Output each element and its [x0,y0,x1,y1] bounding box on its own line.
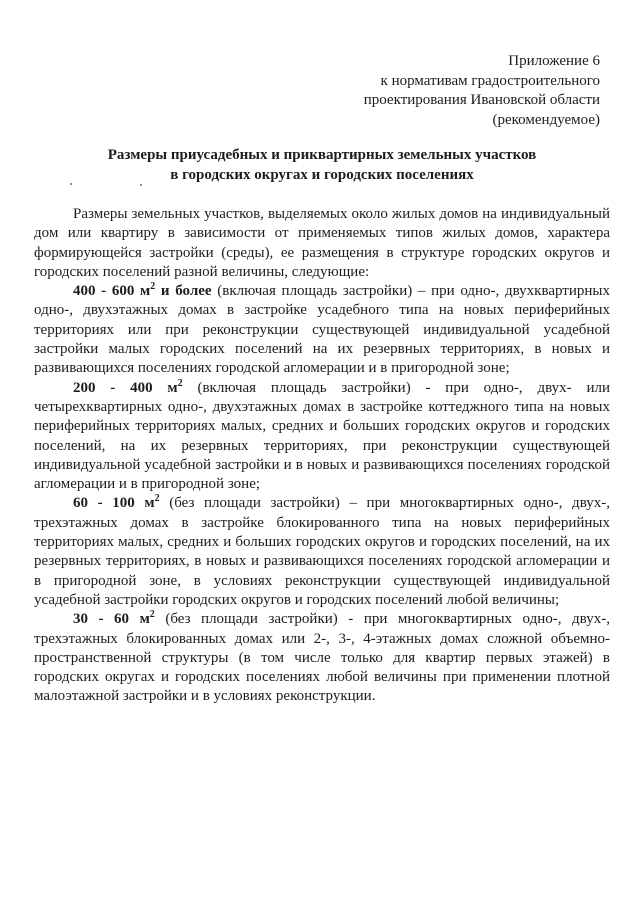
document-body [34,205,610,707]
paragraph-60-100 [34,494,610,610]
paragraph-30-60 [34,610,610,706]
square-meter-superscript: 2 [150,281,156,293]
paragraph-text: Размеры земельных участков, выделяемых около жилых домов на индивидуальный дом или квартиру в зависимости от применяемых типов жилых домов, характера формирующейся застройки (среды), ее размещения в структуре городских округов и городских поселений разной величины, следующие: [34,206,610,280]
appendix-status: (рекомендуемое) [492,111,600,128]
area-range-lead: 30 - 60 м [73,611,150,628]
area-range-lead: 60 - 100 м [73,495,155,512]
appendix-reference-line-2: проектирования Ивановской области [363,92,600,108]
scan-artifact-dot [70,183,72,185]
area-range-lead: 400 - 600 м [73,283,151,300]
square-meter-superscript: 2 [149,609,155,621]
paragraph-text: (без площади застройки) - при многоквартирных одно-, двух-, трехэтажных блокированных домах или 2-, 3-, 4-этажных домах сложной объемно-пространственной структуры (в том числе только для квартир первых этажей) в городских округах и городских поселениях любой величины при применении плотной малоэтажной застройки и в условиях реконструкции. [34,611,610,705]
scan-artifact-dot [140,184,142,186]
square-meter-superscript: 2 [177,377,183,389]
appendix-header [34,52,610,130]
appendix-reference-line-1: к нормативам градостроительного [380,72,600,89]
area-range-lead: 200 - 400 м [73,379,178,396]
paragraph-200-400 [34,379,610,495]
square-meter-superscript: 2 [154,493,160,505]
intro-paragraph [34,205,610,282]
paragraph-400-600 [34,282,610,378]
document-title [34,146,610,185]
paragraph-text: (включая площадь застройки) - при одно-, двух- или четырехквартирных одно-, двухэтажных домах в застройке коттеджного типа на новых периферийных территориях малых, средних и больших городских округов и городских поселений, на их резервных территориях, при реконструкции существующей индивидуальной усадебной застройки и в новых и развивающихся поселениях городской агломерации и в пригородной зоне; [34,379,610,493]
document-title-line-2: в городских округах и городских поселениях [170,166,474,183]
area-range-lead-suffix: и более [155,283,212,300]
document-title-line-1: Размеры приусадебных и приквартирных земельных участков [107,147,537,163]
paragraph-text: (без площади застройки) – при многоквартирных одно-, двух-, трехэтажных домах в застройке блокированного типа на новых периферийных территориях малых, средних и больших городских округов и городских поселений, на их резервных территориях, в новых и развивающихся поселениях городской агломерации и в пригородной зоне, в условиях реконструкции существующей индивидуальной усадебной застройки городских округов и городских поселений любой величины; [34,495,611,608]
paragraph-text: (включая площадь застройки) – при одно-, двухквартирных одно-, двухэтажных домах в застройке усадебного типа на новых периферийных территориях или при реконструкции существующей индивидуальной усадебной застройки малых городских поселений на их резервных территориях, в новых и развивающихся поселениях городской агломерации и в пригородной зоне; [34,283,610,377]
appendix-number: Приложение 6 [508,53,600,69]
